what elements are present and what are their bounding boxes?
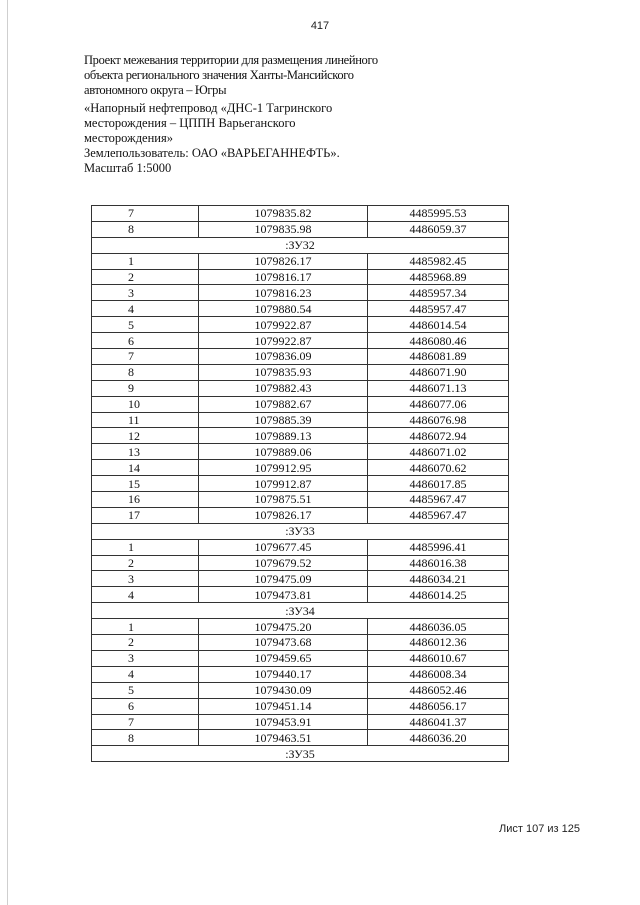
x-coordinate-cell: 1079826.17 (199, 253, 368, 269)
table-row (92, 476, 509, 492)
point-number-cell: 1 (92, 619, 199, 635)
point-number-cell: 6 (92, 698, 199, 714)
point-number-cell: 4 (92, 666, 199, 682)
x-coordinate-cell: 1079816.23 (199, 285, 368, 301)
x-coordinate-cell: 1079475.09 (199, 571, 368, 587)
y-coordinate-cell: 4486071.13 (368, 380, 509, 396)
point-number-cell: 16 (92, 492, 199, 508)
table-row (92, 428, 509, 444)
y-coordinate-cell: 4486070.62 (368, 460, 509, 476)
x-coordinate-cell: 1079875.51 (199, 492, 368, 508)
table-row (92, 555, 509, 571)
point-number-cell: 17 (92, 507, 199, 523)
table-row (92, 380, 509, 396)
x-coordinate-cell: 1079475.20 (199, 619, 368, 635)
x-coordinate-cell: 1079459.65 (199, 650, 368, 666)
header-line-8: Масштаб 1:5000 (84, 160, 172, 175)
x-coordinate-cell: 1079677.45 (199, 539, 368, 555)
table-row (92, 333, 509, 349)
table-row (92, 396, 509, 412)
coordinates-table (91, 205, 509, 762)
x-coordinate-cell: 1079826.17 (199, 507, 368, 523)
section-label: :ЗУ33 (92, 523, 509, 539)
point-number-cell: 7 (92, 714, 199, 730)
x-coordinate-cell: 1079889.13 (199, 428, 368, 444)
point-number-cell: 11 (92, 412, 199, 428)
y-coordinate-cell: 4485982.45 (368, 253, 509, 269)
x-coordinate-cell: 1079836.09 (199, 349, 368, 365)
x-coordinate-cell: 1079835.93 (199, 364, 368, 380)
y-coordinate-cell: 4486016.38 (368, 555, 509, 571)
x-coordinate-cell: 1079451.14 (199, 698, 368, 714)
header-line-5: месторождения – ЦППН Варьеганского (84, 116, 296, 131)
y-coordinate-cell: 4486072.94 (368, 428, 509, 444)
y-coordinate-cell: 4486056.17 (368, 698, 509, 714)
point-number-cell: 5 (92, 317, 199, 333)
table-row (92, 698, 509, 714)
table-row (92, 571, 509, 587)
point-number-cell: 3 (92, 650, 199, 666)
y-coordinate-cell: 4486010.67 (368, 650, 509, 666)
section-row (92, 603, 509, 619)
y-coordinate-cell: 4486052.46 (368, 682, 509, 698)
y-coordinate-cell: 4485957.34 (368, 285, 509, 301)
table-row (92, 730, 509, 746)
point-number-cell: 15 (92, 476, 199, 492)
x-coordinate-cell: 1079912.95 (199, 460, 368, 476)
x-coordinate-cell: 1079430.09 (199, 682, 368, 698)
x-coordinate-cell: 1079473.68 (199, 635, 368, 651)
point-number-cell: 8 (92, 730, 199, 746)
x-coordinate-cell: 1079912.87 (199, 476, 368, 492)
x-coordinate-cell: 1079816.17 (199, 269, 368, 285)
x-coordinate-cell: 1079882.43 (199, 380, 368, 396)
header-line-2: объекта регионального значения Ханты-Мансийского (84, 67, 354, 82)
x-coordinate-cell: 1079922.87 (199, 317, 368, 333)
section-row (92, 237, 509, 253)
x-coordinate-cell: 1079679.52 (199, 555, 368, 571)
binding-edge-line (7, 0, 8, 905)
point-number-cell: 8 (92, 364, 199, 380)
point-number-cell: 9 (92, 380, 199, 396)
point-number-cell: 2 (92, 635, 199, 651)
y-coordinate-cell: 4486071.02 (368, 444, 509, 460)
coordinates-table-body (92, 206, 509, 762)
table-row (92, 301, 509, 317)
sheet-counter: Лист 107 из 125 (499, 823, 580, 835)
x-coordinate-cell: 1079882.67 (199, 396, 368, 412)
y-coordinate-cell: 4486036.05 (368, 619, 509, 635)
header-line-7: Землепользователь: ОАО «ВАРЬЕГАННЕФТЬ». (84, 145, 340, 160)
table-row (92, 364, 509, 380)
y-coordinate-cell: 4486014.25 (368, 587, 509, 603)
x-coordinate-cell: 1079885.39 (199, 412, 368, 428)
table-row (92, 587, 509, 603)
point-number-cell: 4 (92, 301, 199, 317)
x-coordinate-cell: 1079463.51 (199, 730, 368, 746)
section-row (92, 523, 509, 539)
section-label: :ЗУ34 (92, 603, 509, 619)
x-coordinate-cell: 1079453.91 (199, 714, 368, 730)
y-coordinate-cell: 4486012.36 (368, 635, 509, 651)
section-row (92, 746, 509, 762)
point-number-cell: 10 (92, 396, 199, 412)
point-number-cell: 7 (92, 206, 199, 222)
table-row (92, 507, 509, 523)
table-row (92, 444, 509, 460)
y-coordinate-cell: 4486017.85 (368, 476, 509, 492)
point-number-cell: 14 (92, 460, 199, 476)
y-coordinate-cell: 4485967.47 (368, 492, 509, 508)
table-row (92, 666, 509, 682)
point-number-cell: 3 (92, 571, 199, 587)
point-number-cell: 7 (92, 349, 199, 365)
y-coordinate-cell: 4486059.37 (368, 221, 509, 237)
x-coordinate-cell: 1079880.54 (199, 301, 368, 317)
table-row (92, 285, 509, 301)
table-row (92, 650, 509, 666)
table-row (92, 619, 509, 635)
y-coordinate-cell: 4486014.54 (368, 317, 509, 333)
y-coordinate-cell: 4486071.90 (368, 364, 509, 380)
section-label: :ЗУ32 (92, 237, 509, 253)
table-row (92, 714, 509, 730)
point-number-cell: 12 (92, 428, 199, 444)
header-line-6: месторождения» (84, 130, 173, 145)
point-number-cell: 6 (92, 333, 199, 349)
table-row (92, 349, 509, 365)
table-row (92, 317, 509, 333)
point-number-cell: 1 (92, 253, 199, 269)
table-row (92, 221, 509, 237)
y-coordinate-cell: 4486036.20 (368, 730, 509, 746)
table-row (92, 539, 509, 555)
table-row (92, 492, 509, 508)
point-number-cell: 4 (92, 587, 199, 603)
point-number-cell: 2 (92, 269, 199, 285)
header-line-1: Проект межевания территории для размещения линейного (84, 53, 378, 67)
x-coordinate-cell: 1079889.06 (199, 444, 368, 460)
y-coordinate-cell: 4486034.21 (368, 571, 509, 587)
y-coordinate-cell: 4486076.98 (368, 412, 509, 428)
point-number-cell: 5 (92, 682, 199, 698)
page-number: 417 (310, 20, 330, 32)
y-coordinate-cell: 4486077.06 (368, 396, 509, 412)
table-row (92, 269, 509, 285)
section-label: :ЗУ35 (92, 746, 509, 762)
point-number-cell: 8 (92, 221, 199, 237)
point-number-cell: 1 (92, 539, 199, 555)
x-coordinate-cell: 1079922.87 (199, 333, 368, 349)
y-coordinate-cell: 4485995.53 (368, 206, 509, 222)
document-header (84, 53, 444, 175)
table-row (92, 460, 509, 476)
y-coordinate-cell: 4486041.37 (368, 714, 509, 730)
table-row (92, 412, 509, 428)
y-coordinate-cell: 4485968.89 (368, 269, 509, 285)
y-coordinate-cell: 4485967.47 (368, 507, 509, 523)
x-coordinate-cell: 1079440.17 (199, 666, 368, 682)
x-coordinate-cell: 1079835.82 (199, 206, 368, 222)
y-coordinate-cell: 4486008.34 (368, 666, 509, 682)
table-row (92, 682, 509, 698)
y-coordinate-cell: 4486081.89 (368, 349, 509, 365)
x-coordinate-cell: 1079473.81 (199, 587, 368, 603)
table-row (92, 635, 509, 651)
header-line-3: автономного округа – Югры (84, 82, 227, 97)
y-coordinate-cell: 4486080.46 (368, 333, 509, 349)
point-number-cell: 2 (92, 555, 199, 571)
point-number-cell: 3 (92, 285, 199, 301)
table-row (92, 253, 509, 269)
table-row (92, 206, 509, 222)
x-coordinate-cell: 1079835.98 (199, 221, 368, 237)
y-coordinate-cell: 4485996.41 (368, 539, 509, 555)
header-line-4: «Напорный нефтепровод «ДНС-1 Тагринского (84, 101, 333, 116)
y-coordinate-cell: 4485957.47 (368, 301, 509, 317)
point-number-cell: 13 (92, 444, 199, 460)
